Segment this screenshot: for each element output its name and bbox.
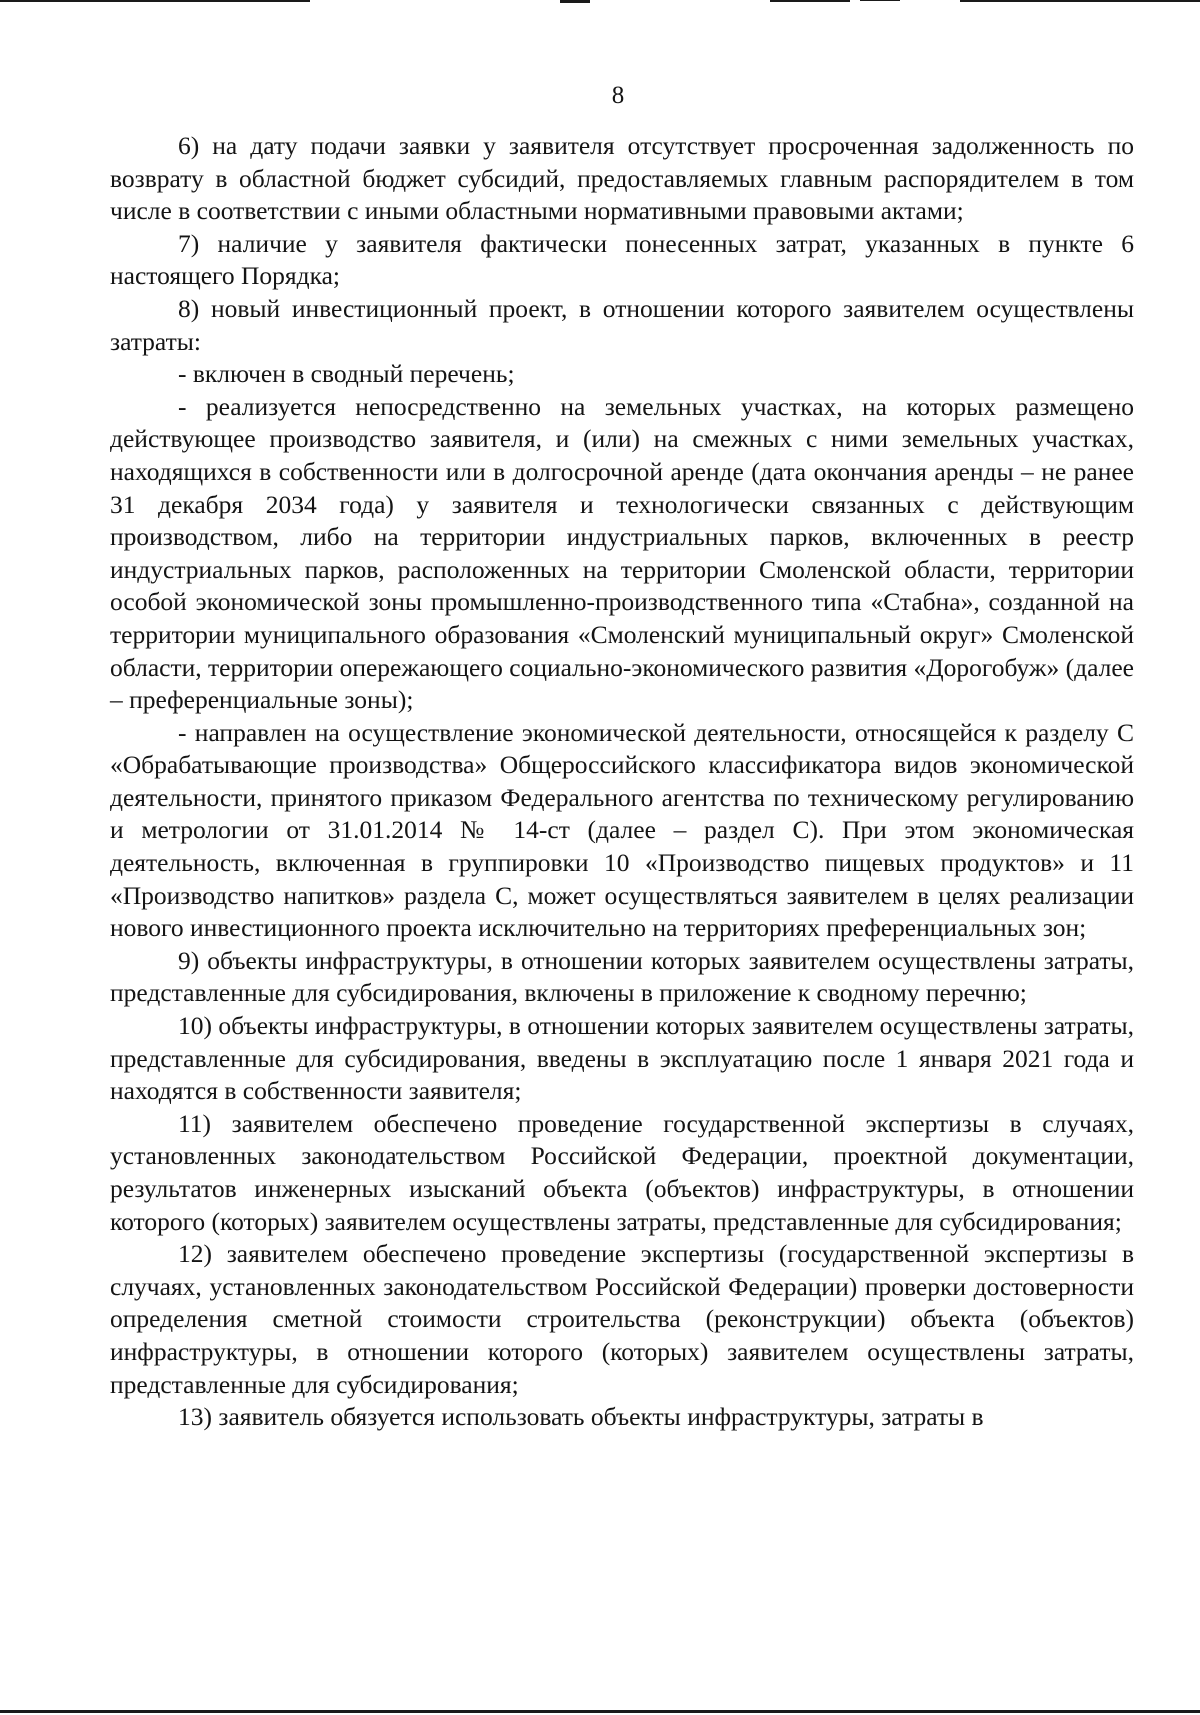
paragraph-11: 11) заявителем обеспечено проведение государственной экспертизы в случаях, установленных законодательством Российской Федерации, проектной документации, результатов инженерных изысканий объекта (объектов) инфраструктуры, в отношении которого (которых) заявителем осуществлены затраты, представленные для субсидирования; [110,1108,1134,1236]
paragraph-8-item-1: - включен в сводный перечень; [178,359,515,389]
paragraph-8-item-2: - реализуется непосредственно на земельных участках, на которых размещено действующее производство заявителя, и (или) на смежных с ними земельных участках, находящихся в собственности или в долгосрочной аренде (дата окончания аренды – не ранее 31 декабря 2034 года) у заявителя и технологически связанных с действующим производством, либо на территории индустриальных парков, включенных в реестр индустриальных парков, расположенных на территории Смоленской области, территории особой экономической зоны промышленно-производственного типа «Стабна», созданной на территории муниципального образования «Смоленский муниципальный округ» Смоленской области, территории опережающего социально-экономического развития «Дорогобуж» (далее – преференциальные зоны); [110,391,1134,715]
scan-edge-top-4 [860,0,900,1]
scan-edge-top-3 [770,0,850,2]
paragraph-8: 8) новый инвестиционный проект, в отношении которого заявителем осуществлены затраты: [110,293,1134,356]
scan-edge-top-2 [560,0,590,3]
paragraph-6: 6) на дату подачи заявки у заявителя отсутствует просроченная задолженность по возврату в областной бюджет субсидий, предоставляемых главным распорядителем в том числе в соответствии с иными областными нормативными правовыми актами; [110,131,1134,226]
paragraph-12: 12) заявителем обеспечено проведение экспертизы (государственной экспертизы в случаях, установленных законодательством Российской Федерации) проверки достоверности определения сметной стоимости строительства (реконструкции) объекта (объектов) инфраструктуры, в отношении которого (которых) заявителем осуществлены затраты, представленные для субсидирования; [110,1239,1134,1399]
paragraph-8-item-3: - направлен на осуществление экономической деятельности, относящейся к разделу С «Обрабатывающие производства» Общероссийского классификатора видов экономической деятельности, принятого приказом Федерального агентства по техническому регулированию и метрологии от 31.01.2014 № 14-ст (далее – раздел С). При этом экономическая деятельность, включенная в группировки 10 «Производство пищевых продуктов» и 11 «Производство напитков» раздела С, может осуществляться заявителем в целях реализации нового инвестиционного проекта исключительно на территориях преференциальных зон; [110,717,1134,943]
paragraph-7: 7) наличие у заявителя фактически понесенных затрат, указанных в пункте 6 настоящего Порядка; [110,228,1134,291]
scan-edge-top-5 [960,0,1200,2]
paragraph-10: 10) объекты инфраструктуры, в отношении которых заявителем осуществлены затраты, представленные для субсидирования, введены в эксплуатацию после 1 января 2021 года и находятся в собственности заявителя; [110,1011,1134,1106]
document-body [110,130,1134,1434]
paragraph-9: 9) объекты инфраструктуры, в отношении которых заявителем осуществлены затраты, представленные для субсидирования, включены в приложение к сводному перечню; [110,945,1134,1008]
paragraph-13: 13) заявитель обязуется использовать объекты инфраструктуры, затраты в [178,1402,984,1432]
scan-edge-top-1 [0,0,310,2]
page-number: 8 [611,82,625,109]
scan-edge-bottom [0,1710,1200,1713]
